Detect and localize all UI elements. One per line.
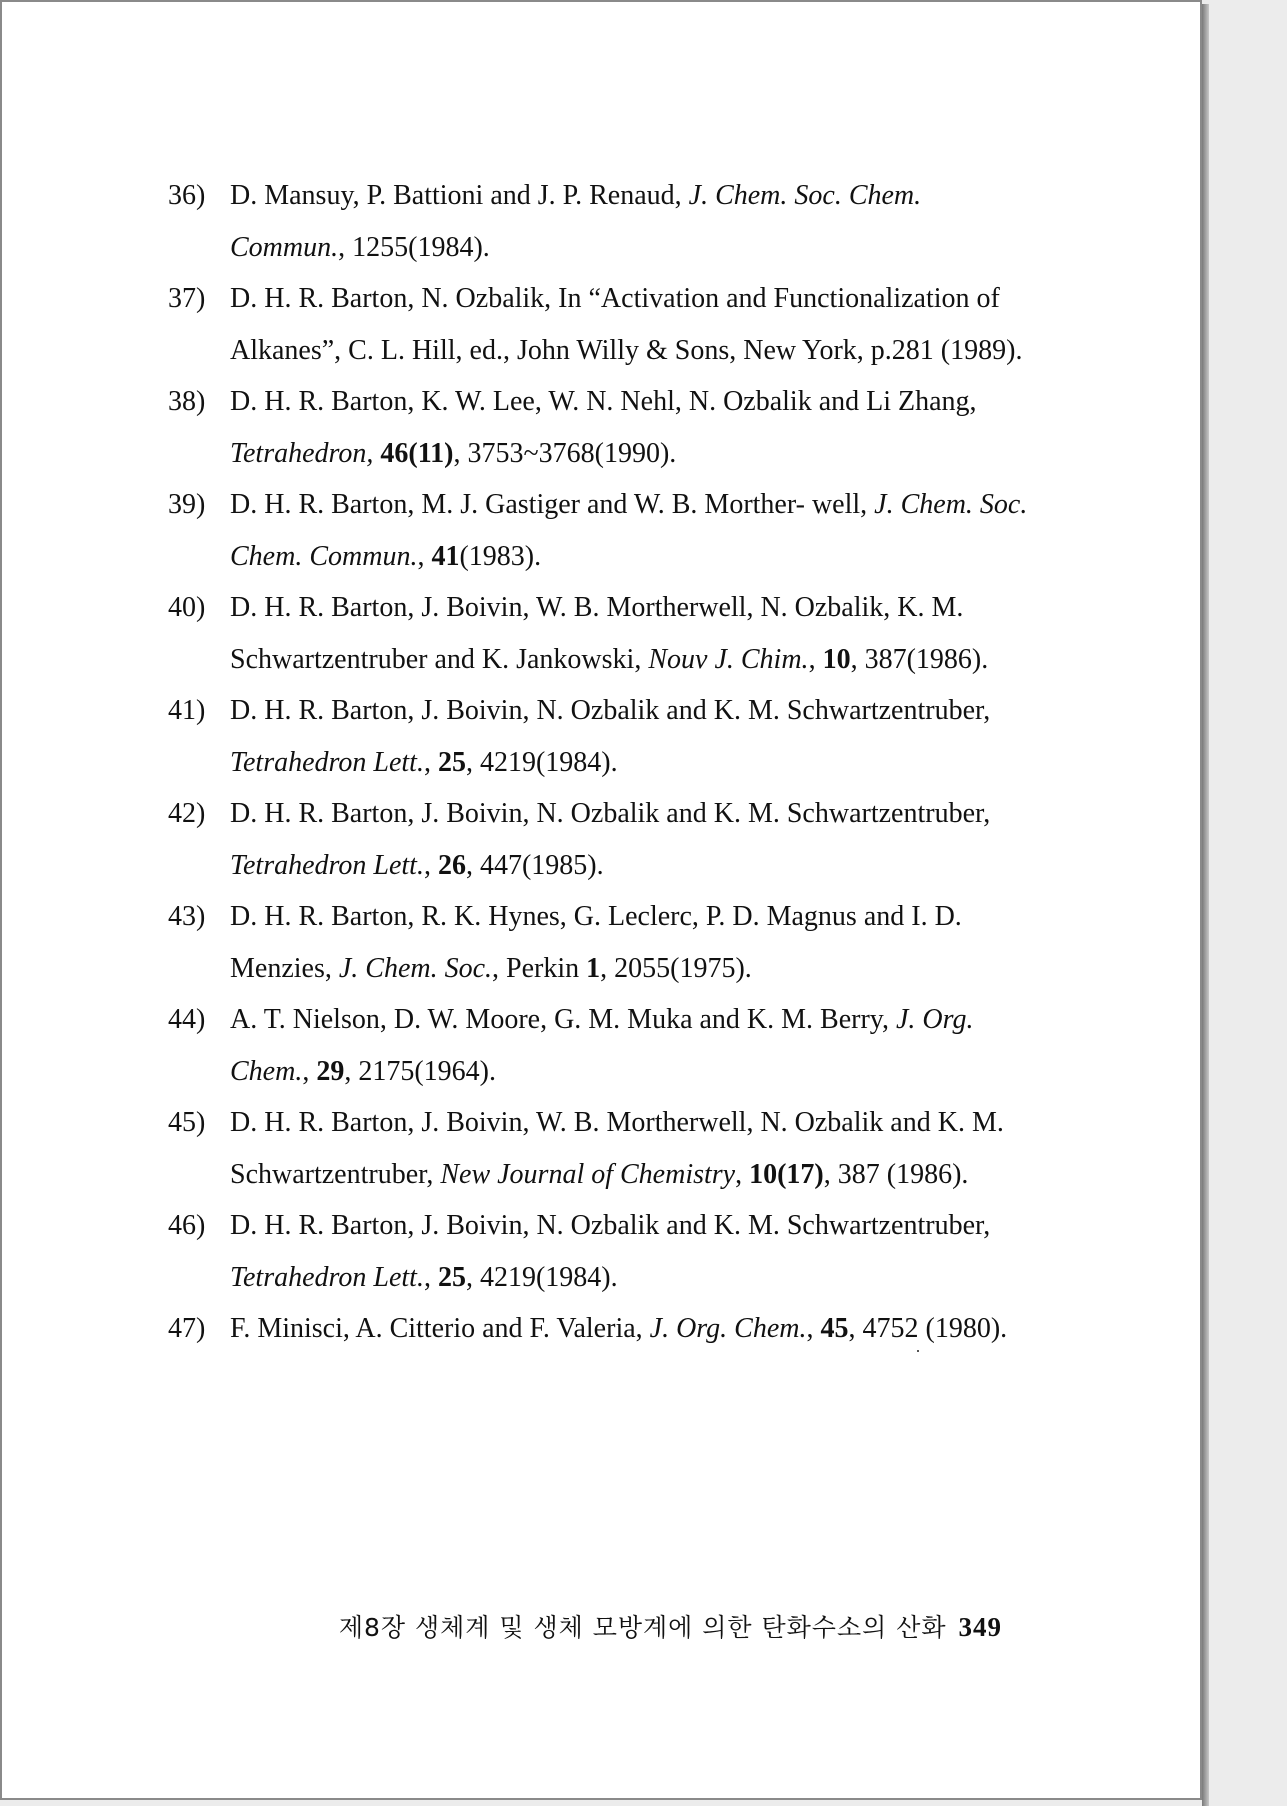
reference-journal: Tetrahedron Lett.: [230, 849, 424, 881]
reference-number: 39): [168, 489, 206, 520]
reference-volume: 41: [431, 540, 460, 572]
reference-item: [168, 788, 1032, 891]
reference-authors: D. H. R. Barton, J. Boivin, W. B. Mortherwell, N. Ozbalik and K. M. Schwartzentruber,: [230, 1107, 1004, 1190]
reference-number: 43): [168, 901, 206, 932]
page-footer: [330, 1608, 1002, 1644]
reference-separator: ,: [423, 746, 438, 778]
reference-number: 38): [168, 386, 206, 417]
reference-authors: D. H. R. Barton, J. Boivin, N. Ozbalik and K. M. Schwartzentruber,: [230, 798, 991, 829]
reference-number: 46): [168, 1210, 206, 1241]
reference-journal: J. Chem. Soc. Chem. Commun.: [230, 180, 922, 263]
reference-volume: 25: [437, 746, 466, 778]
reference-volume: 10: [822, 643, 851, 675]
reference-rest: , 447(1985).: [465, 849, 604, 881]
reference-item: [168, 685, 1032, 788]
reference-rest: , 4752 (1980).: [848, 1313, 1008, 1344]
reference-item: [168, 1200, 1032, 1303]
reference-separator: ,: [735, 1158, 750, 1190]
reference-rest: 1255(1984).: [352, 231, 490, 263]
reference-item: [168, 1097, 1032, 1200]
reference-rest: , 4219(1984).: [465, 1261, 618, 1293]
reference-item: [168, 891, 1032, 994]
reference-authors: D. H. R. Barton, R. K. Hynes, G. Leclerc, P. D. Magnus and I. D. Menzies,: [230, 901, 962, 984]
reference-item: [168, 582, 1032, 685]
reference-separator: ,: [808, 643, 823, 675]
reference-volume: 45: [820, 1313, 849, 1344]
reference-rest: , 3753~3768(1990).: [453, 437, 677, 469]
reference-rest: (1983).: [459, 540, 542, 572]
reference-text: D. H. R. Barton, N. Ozbalik, In “Activation and Functionalization of Alkanes”, C. L. Hill, ed., John Willy & Sons, New York, p.281 (1989).: [230, 283, 1023, 366]
reference-journal: Tetrahedron Lett.: [230, 1261, 424, 1293]
chapter-title: 제8장 생체계 및 생체 모방계에 의한 탄화수소의 산화: [338, 1613, 947, 1642]
reference-separator: ,: [338, 231, 353, 263]
reference-rest: , 2055(1975).: [600, 952, 752, 984]
reference-number: 40): [168, 592, 206, 623]
reference-number: 47): [168, 1313, 206, 1344]
reference-number: 36): [168, 180, 206, 211]
reference-authors: D. H. R. Barton, M. J. Gastiger and W. B. Morther- well,: [230, 489, 875, 520]
reference-journal: J. Chem. Soc.: [338, 952, 493, 984]
reference-separator: ,: [423, 1261, 438, 1293]
reference-item: [168, 994, 1032, 1097]
reference-number: 41): [168, 695, 206, 726]
reference-journal: Nouv J. Chim.: [648, 643, 809, 675]
reference-journal: New Journal of Chemistry: [440, 1158, 736, 1190]
reference-journal: J. Org. Chem.: [649, 1313, 807, 1344]
reference-journal: J. Org. Chem.: [230, 1004, 974, 1087]
reference-separator: ,: [302, 1055, 317, 1087]
reference-separator: , Perkin: [492, 952, 587, 984]
reference-volume: 29: [316, 1055, 345, 1087]
reference-item: [168, 376, 1032, 479]
reference-number: 37): [168, 283, 206, 314]
reference-journal: J. Chem. Soc. Chem. Commun.: [230, 489, 1028, 572]
reference-separator: ,: [417, 540, 432, 572]
reference-item: [168, 479, 1032, 582]
reference-item: [168, 170, 1032, 273]
reference-volume: 46(11): [380, 437, 454, 469]
reference-journal: Tetrahedron Lett.: [230, 746, 424, 778]
reference-number: 45): [168, 1107, 206, 1138]
reference-rest: , 387 (1986).: [823, 1158, 969, 1190]
reference-volume: 25: [437, 1261, 466, 1293]
reference-separator: ,: [806, 1313, 821, 1344]
reference-authors: F. Minisci, A. Citterio and F. Valeria,: [230, 1313, 650, 1344]
reference-list: [168, 170, 1032, 1355]
reference-volume: 26: [437, 849, 466, 881]
reference-rest: , 4219(1984).: [465, 746, 618, 778]
reference-volume: 10(17): [749, 1158, 824, 1190]
reference-number: 42): [168, 798, 206, 829]
reference-authors: D. H. R. Barton, K. W. Lee, W. N. Nehl, N. Ozbalik and Li Zhang,: [230, 386, 977, 417]
reference-separator: ,: [423, 849, 438, 881]
reference-authors: D. H. R. Barton, J. Boivin, N. Ozbalik and K. M. Schwartzentruber,: [230, 695, 991, 726]
reference-journal: Tetrahedron,: [230, 437, 374, 469]
reference-authors: A. T. Nielson, D. W. Moore, G. M. Muka and K. M. Berry,: [230, 1004, 896, 1035]
reference-rest: , 2175(1964).: [344, 1055, 496, 1087]
reference-volume: 1: [586, 952, 601, 984]
page-number: 349: [958, 1612, 1002, 1642]
reference-authors: D. Mansuy, P. Battioni and J. P. Renaud,: [230, 180, 689, 211]
reference-number: 44): [168, 1004, 206, 1035]
reference-authors: D. H. R. Barton, J. Boivin, W. B. Mortherwell, N. Ozbalik, K. M. Schwartzentruber and K. Jankowski,: [230, 592, 964, 675]
reference-item: [168, 1303, 1032, 1355]
reference-authors: D. H. R. Barton, J. Boivin, N. Ozbalik and K. M. Schwartzentruber,: [230, 1210, 991, 1241]
reference-item: [168, 273, 1032, 376]
page-edge-shadow: [1202, 4, 1209, 1806]
reference-rest: , 387(1986).: [850, 643, 989, 675]
scan-speck: [917, 1350, 919, 1352]
